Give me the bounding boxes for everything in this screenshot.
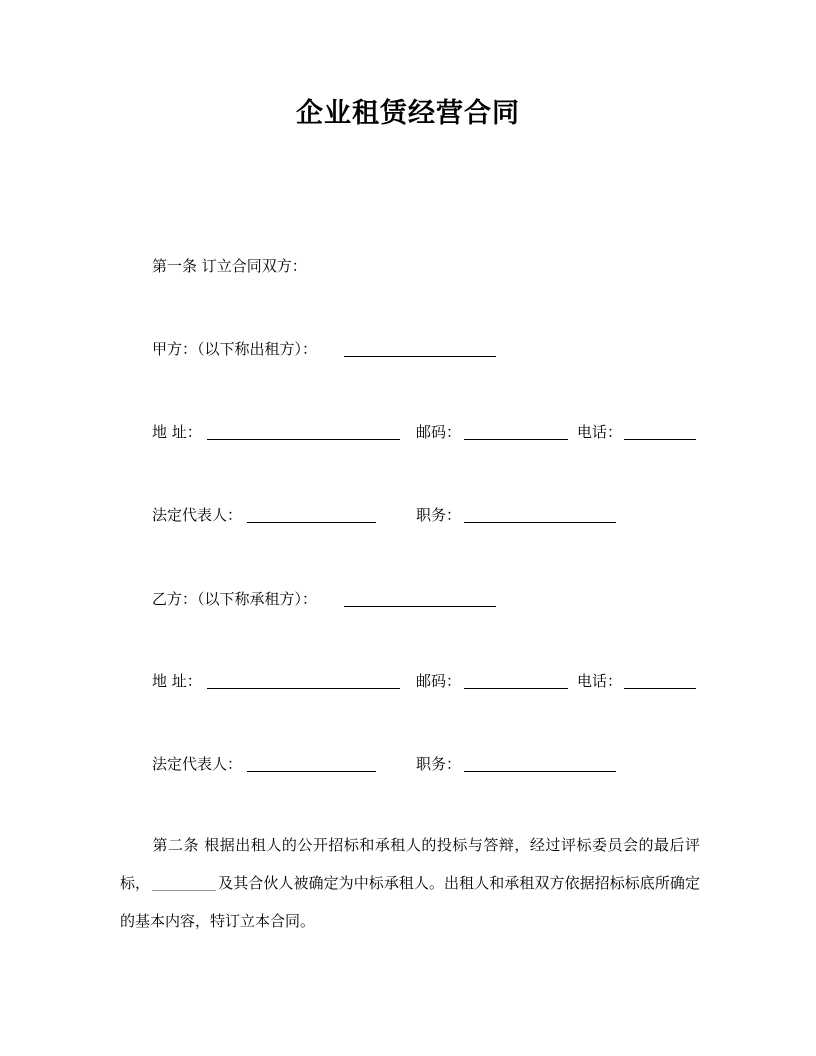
party-b-phone-field[interactable] — [624, 688, 696, 689]
party-b-legal-rep-field[interactable] — [247, 771, 376, 772]
document-title: 企业租赁经营合同 — [296, 98, 520, 129]
winning-lessee-name-field[interactable] — [152, 889, 216, 891]
party-a-address-field[interactable] — [207, 439, 400, 440]
party-a-address-label: 地 址： — [152, 423, 202, 441]
party-a-phone-label: 电话： — [577, 423, 623, 441]
party-b-label: 乙方：（以下称承租方）： — [152, 590, 318, 608]
party-b-position-label: 职务： — [416, 755, 462, 773]
party-b-name-field[interactable] — [344, 606, 496, 607]
party-a-postcode-field[interactable] — [464, 439, 568, 440]
party-b-postcode-label: 邮码： — [416, 672, 462, 690]
party-b-legal-rep-label: 法定代表人： — [152, 755, 243, 773]
party-b-postcode-field[interactable] — [464, 688, 568, 689]
party-a-position-field[interactable] — [464, 522, 616, 523]
party-b-phone-label: 电话： — [577, 672, 623, 690]
party-a-phone-field[interactable] — [624, 439, 696, 440]
article2-text-after-blank: 及其合伙人被确定为中标承租人。出租人和承租双方依据招标标底所确定的基本内容，特订立本合同。 — [120, 874, 700, 930]
party-a-position-label: 职务： — [416, 506, 462, 524]
party-b-address-field[interactable] — [207, 688, 400, 689]
article2-paragraph — [120, 826, 700, 940]
party-a-name-field[interactable] — [344, 356, 496, 357]
party-b-position-field[interactable] — [464, 771, 616, 772]
party-a-label: 甲方：（以下称出租方）： — [152, 340, 318, 358]
article2-text-before-blank: 第二条 根据出租人的公开招标和承租人的投标与答辩，经过评标委员会的最后评标， — [120, 836, 700, 892]
party-a-legal-rep-label: 法定代表人： — [152, 506, 243, 524]
party-a-legal-rep-field[interactable] — [247, 522, 376, 523]
party-b-address-label: 地 址： — [152, 672, 202, 690]
article1-heading: 第一条 订立合同双方： — [152, 257, 307, 275]
party-a-postcode-label: 邮码： — [416, 423, 462, 441]
